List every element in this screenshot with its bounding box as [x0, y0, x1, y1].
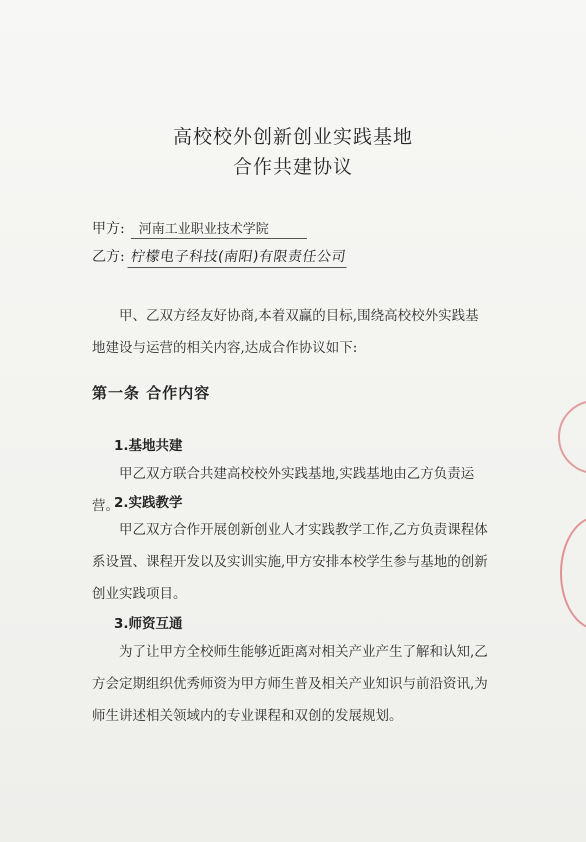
- item-3-title: 3.师资互通: [114, 616, 183, 632]
- item-1-title: 1.基地共建: [114, 438, 183, 454]
- item-2-title: 2.实践教学: [114, 495, 183, 511]
- intro-paragraph: 甲、乙双方经友好协商,本着双赢的目标,围绕高校校外实践基地建设与运营的相关内容,达成合作协议如下:: [92, 308, 479, 356]
- party-b-label: 乙方:: [92, 249, 125, 265]
- item-3-text: 为了让甲方全校师生能够近距离对相关产业产生了解和认知,乙方会定期组织优秀师资为甲方师生普及相关产业知识与前沿资讯,为师生讲述相关领域内的专业课程和双创的发展规划。: [92, 644, 488, 724]
- seal-stamp-partial: [558, 400, 586, 474]
- party-a-label: 甲方:: [92, 221, 125, 237]
- party-b: [92, 246, 348, 268]
- item-1-text: 甲乙双方联合共建高校校外实践基地,实践基地由乙方负责运营。: [92, 466, 475, 514]
- article-1-heading: 第一条 合作内容: [92, 384, 211, 402]
- item-2-text: 甲乙双方合作开展创新创业人才实践教学工作,乙方负责课程体系设置、课程开发以及实训实施,甲方安排本校学生参与基地的创新创业实践项目。: [92, 522, 488, 602]
- party-b-handwritten-name: 柠檬电子科技(南阳)有限责任公司: [127, 246, 349, 268]
- document-title: 高校校外创新创业实践基地: [172, 126, 413, 148]
- party-a: [92, 218, 307, 239]
- seal-stamp-partial-lower: [560, 516, 586, 630]
- document-subtitle: 合作共建协议: [232, 156, 353, 178]
- party-a-name: 河南工业职业技术学院: [131, 218, 307, 239]
